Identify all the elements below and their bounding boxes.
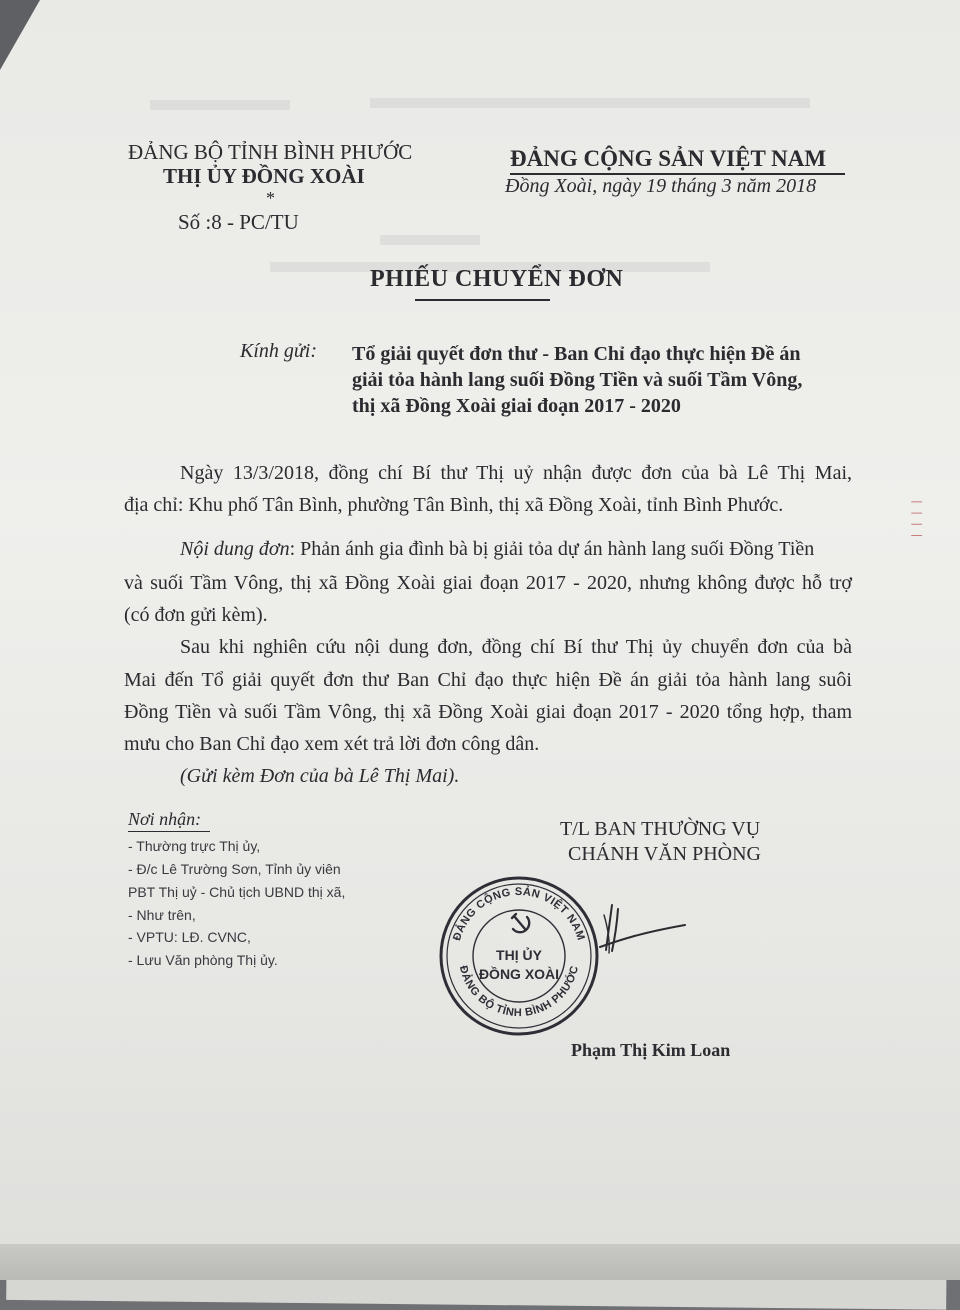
signer-name: Phạm Thị Kim Loan [571, 1040, 731, 1060]
recipient-item: - Lưu Văn phòng Thị ủy. [128, 952, 278, 968]
stamp-center-line-1: THỊ ỦY [496, 947, 542, 963]
content-text: : Phản ánh gia đình bà bị giải tỏa dự án hành lang suối Đồng Tiền [289, 538, 815, 560]
paragraph-2-line-3: (có đơn gửi kèm). [124, 604, 268, 626]
stamp-top-text: ĐẢNG CỘNG SẢN VIỆT NAM [451, 886, 587, 943]
stamp-center-line-2: ĐỒNG XOÀI [478, 966, 560, 982]
star-mark: * [266, 188, 275, 208]
paragraph-2-line-2: và suối Tầm Vông, thị xã Đồng Xoài giai đoạn 2017 - 2020, nhưng không được hỗ trợ [124, 572, 852, 594]
bleed-through [370, 98, 810, 108]
hammer-sickle-icon [512, 914, 529, 932]
content-label: Nội dung đơn [180, 538, 290, 560]
attachment-note: (Gửi kèm Đơn của bà Lê Thị Mai). [180, 765, 460, 787]
org-line-2: THỊ ỦY ĐỒNG XOÀI [163, 164, 365, 188]
document-title: PHIẾU CHUYỂN ĐƠN [370, 266, 624, 292]
org-line-1: ĐẢNG BỘ TỈNH BÌNH PHƯỚC [128, 140, 413, 164]
recipients-heading-underline [128, 831, 210, 832]
bleed-through [380, 235, 480, 245]
recipient-label: Kính gửi: [240, 340, 318, 362]
signature-title-2: CHÁNH VĂN PHÒNG [568, 843, 761, 865]
recipients-heading-colon: : [195, 809, 202, 829]
recipient-item: PBT Thị uỷ - Chủ tịch UBND thị xã, [128, 884, 346, 900]
document-number: Số :8 - PC/TU [178, 210, 299, 234]
page-bottom-shadow [0, 1244, 960, 1280]
recipient-line-3: thị xã Đồng Xoài giai đoạn 2017 - 2020 [352, 395, 681, 417]
recipient-item: - Như trên, [128, 907, 196, 923]
paragraph-1-line-2: địa chỉ: Khu phố Tân Bình, phường Tân Bình, thị xã Đồng Xoài, tỉnh Bình Phước. [124, 494, 784, 516]
edge-marks: | | | | [911, 500, 924, 540]
recipient-line-1: Tổ giải quyết đơn thư - Ban Chỉ đạo thực hiện Đề án [352, 343, 801, 365]
page-corner-shadow [0, 0, 40, 70]
stamp-bottom-text: ĐẢNG BỘ TỈNH BÌNH PHƯỚC [456, 964, 582, 1020]
paragraph-3-line-2: Mai đến Tổ giải quyết đơn thư Ban Chỉ đạo thực hiện Đề án giải tỏa hành lang suôi [124, 669, 852, 691]
bleed-through [150, 100, 290, 110]
paragraph-3-line-3: Đồng Tiền và suối Tầm Vông, thị xã Đồng Xoài giai đoạn 2017 - 2020 tổng hợp, tham [124, 701, 852, 723]
recipient-item: - Thường trực Thị ủy, [128, 838, 261, 854]
recipient-item: - Đ/c Lê Trường Sơn, Tỉnh ủy viên [128, 861, 341, 877]
place-date: Đồng Xoài, ngày 19 tháng 3 năm 2018 [505, 175, 817, 197]
signature-title-1: T/L BAN THƯỜNG VỤ [560, 818, 761, 840]
title-underline [415, 299, 550, 301]
handwritten-signature [560, 895, 690, 975]
paragraph-3-line-4: mưu cho Ban Chỉ đạo xem xét trả lời đơn công dân. [124, 733, 540, 755]
recipient-item: - VPTU: LĐ. CVNC, [128, 929, 251, 945]
paragraph-2-line-1 [180, 538, 814, 561]
paragraph-3-line-1: Sau khi nghiên cứu nội dung đơn, đồng chí Bí thư Thị ủy chuyển đơn của bà [180, 636, 852, 658]
recipients-heading-text: Nơi nhận [128, 809, 196, 829]
paragraph-1-line-1: Ngày 13/3/2018, đồng chí Bí thư Thị uỷ nhận được đơn của bà Lê Thị Mai, [180, 462, 852, 484]
party-name: ĐẢNG CỘNG SẢN VIỆT NAM [510, 146, 827, 171]
recipients-heading [128, 809, 201, 830]
recipient-line-2: giải tỏa hành lang suối Đồng Tiền và suối Tầm Vông, [352, 369, 803, 391]
